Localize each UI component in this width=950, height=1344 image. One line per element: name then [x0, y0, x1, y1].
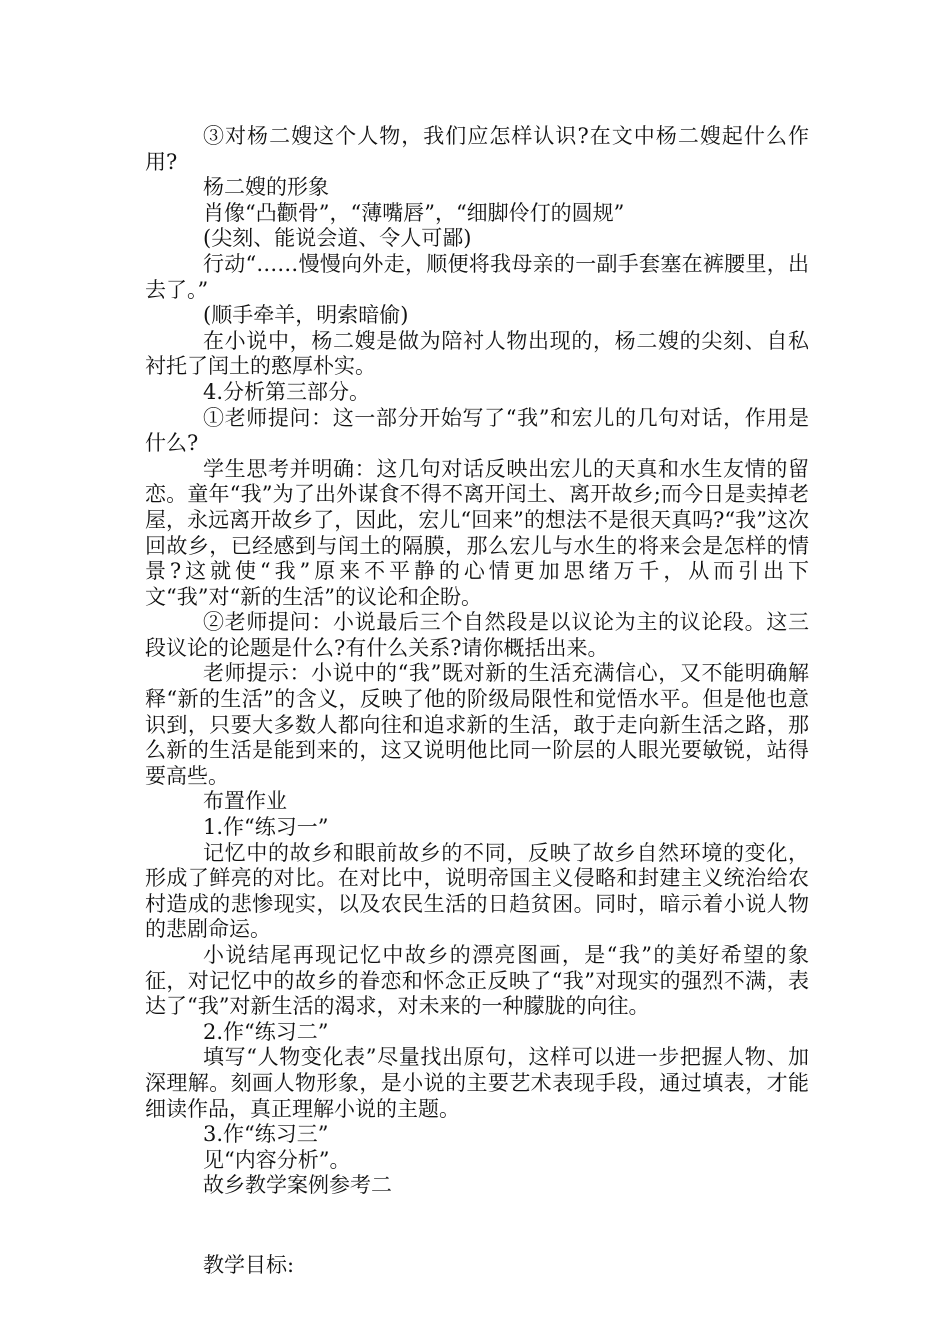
- paragraph-exercise-3-heading: 3.作“练习三”: [203, 1122, 329, 1147]
- paragraph-exercise-3-body: 见“内容分析”。: [203, 1147, 351, 1172]
- paragraph-action-note: (顺手牵羊，明索暗偷): [203, 303, 409, 328]
- paragraph-foil-character: 在小说中，杨二嫂是做为陪衬人物出现的，杨二嫂的尖刻、自私衬托了闰土的憨厚朴实。: [145, 328, 809, 379]
- paragraph-student-answer: 学生思考并明确：这几句对话反映出宏儿的天真和水生友情的留恋。童年“我”为了出外谋食不得不离开闰土、离开故乡;而今日是卖掉老屋，永远离开故乡了，因此，宏儿“回来”的想法不是很天真吗?“我”这次回故乡，已经感到与闰土的隔膜，那么宏儿与水生的将来会是怎样的情景?这就使“我”原来不平静的心情更加思绪万千，从而引出下文“我”对“新的生活”的议论和企盼。: [145, 456, 809, 609]
- paragraph-yang-image-heading: 杨二嫂的形象: [203, 175, 329, 200]
- paragraph-part-three-heading: 4.分析第三部分。: [203, 379, 371, 404]
- paragraph-teacher-question-2: ②老师提问：小说最后三个自然段是以议论为主的议论段。这三段议论的论题是什么?有什么关系?请你概括出来。: [145, 610, 809, 660]
- paragraph-portrait: 肖像“凸颧骨”，“薄嘴唇”，“细脚伶仃的圆规”: [203, 200, 625, 225]
- paragraph-teaching-goals: 教学目标:: [203, 1252, 295, 1277]
- paragraph-case-two-title: 故乡教学案例参考二: [203, 1173, 392, 1198]
- document-page: [145, 124, 809, 1279]
- paragraph-homework-heading: 布置作业: [203, 789, 287, 814]
- paragraph-exercise-1-body-b: 小说结尾再现记忆中故乡的漂亮图画，是“我”的美好希望的象征，对记忆中的故乡的眷恋和怀念正反映了“我”对现实的强烈不满，表达了“我”对新生活的渴求，对未来的一种朦胧的向往。: [145, 943, 809, 1019]
- paragraph-exercise-1-heading: 1.作“练习一”: [203, 815, 329, 840]
- paragraph-yang-question: ③对杨二嫂这个人物，我们应怎样认识?在文中杨二嫂起什么作用?: [145, 124, 809, 174]
- paragraph-teacher-question-1: ①老师提问：这一部分开始写了“我”和宏儿的几句对话，作用是什么?: [145, 405, 809, 456]
- paragraph-action: 行动“……慢慢向外走，顺便将我母亲的一副手套塞在裤腰里，出去了。”: [145, 251, 809, 302]
- paragraph-portrait-note: (尖刻、能说会道、令人可鄙): [203, 226, 472, 251]
- paragraph-exercise-2-body: 填写“人物变化表”尽量找出原句，这样可以进一步把握人物、加深理解。刻画人物形象，是小说的主要艺术表现手段，通过填表，才能细读作品，真正理解小说的主题。: [145, 1045, 809, 1121]
- paragraph-exercise-2-heading: 2.作“练习二”: [203, 1019, 329, 1044]
- paragraph-exercise-1-body-a: 记忆中的故乡和眼前故乡的不同，反映了故乡自然环境的变化，形成了鲜亮的对比。在对比中，说明帝国主义侵略和封建主义统治给农村造成的悲惨现实，以及农民生活的日趋贫困。同时，暗示着小说人物的悲剧命运。: [145, 840, 809, 942]
- paragraph-teacher-hint: 老师提示：小说中的“我”既对新的生活充满信心，又不能明确解释“新的生活”的含义，反映了他的阶级局限性和觉悟水平。但是他也意识到，只要大多数人都向往和追求新的生活，敢于走向新生活之路，那么新的生活是能到来的，这又说明他比同一阶层的人眼光要敏锐，站得要高些。: [145, 661, 809, 788]
